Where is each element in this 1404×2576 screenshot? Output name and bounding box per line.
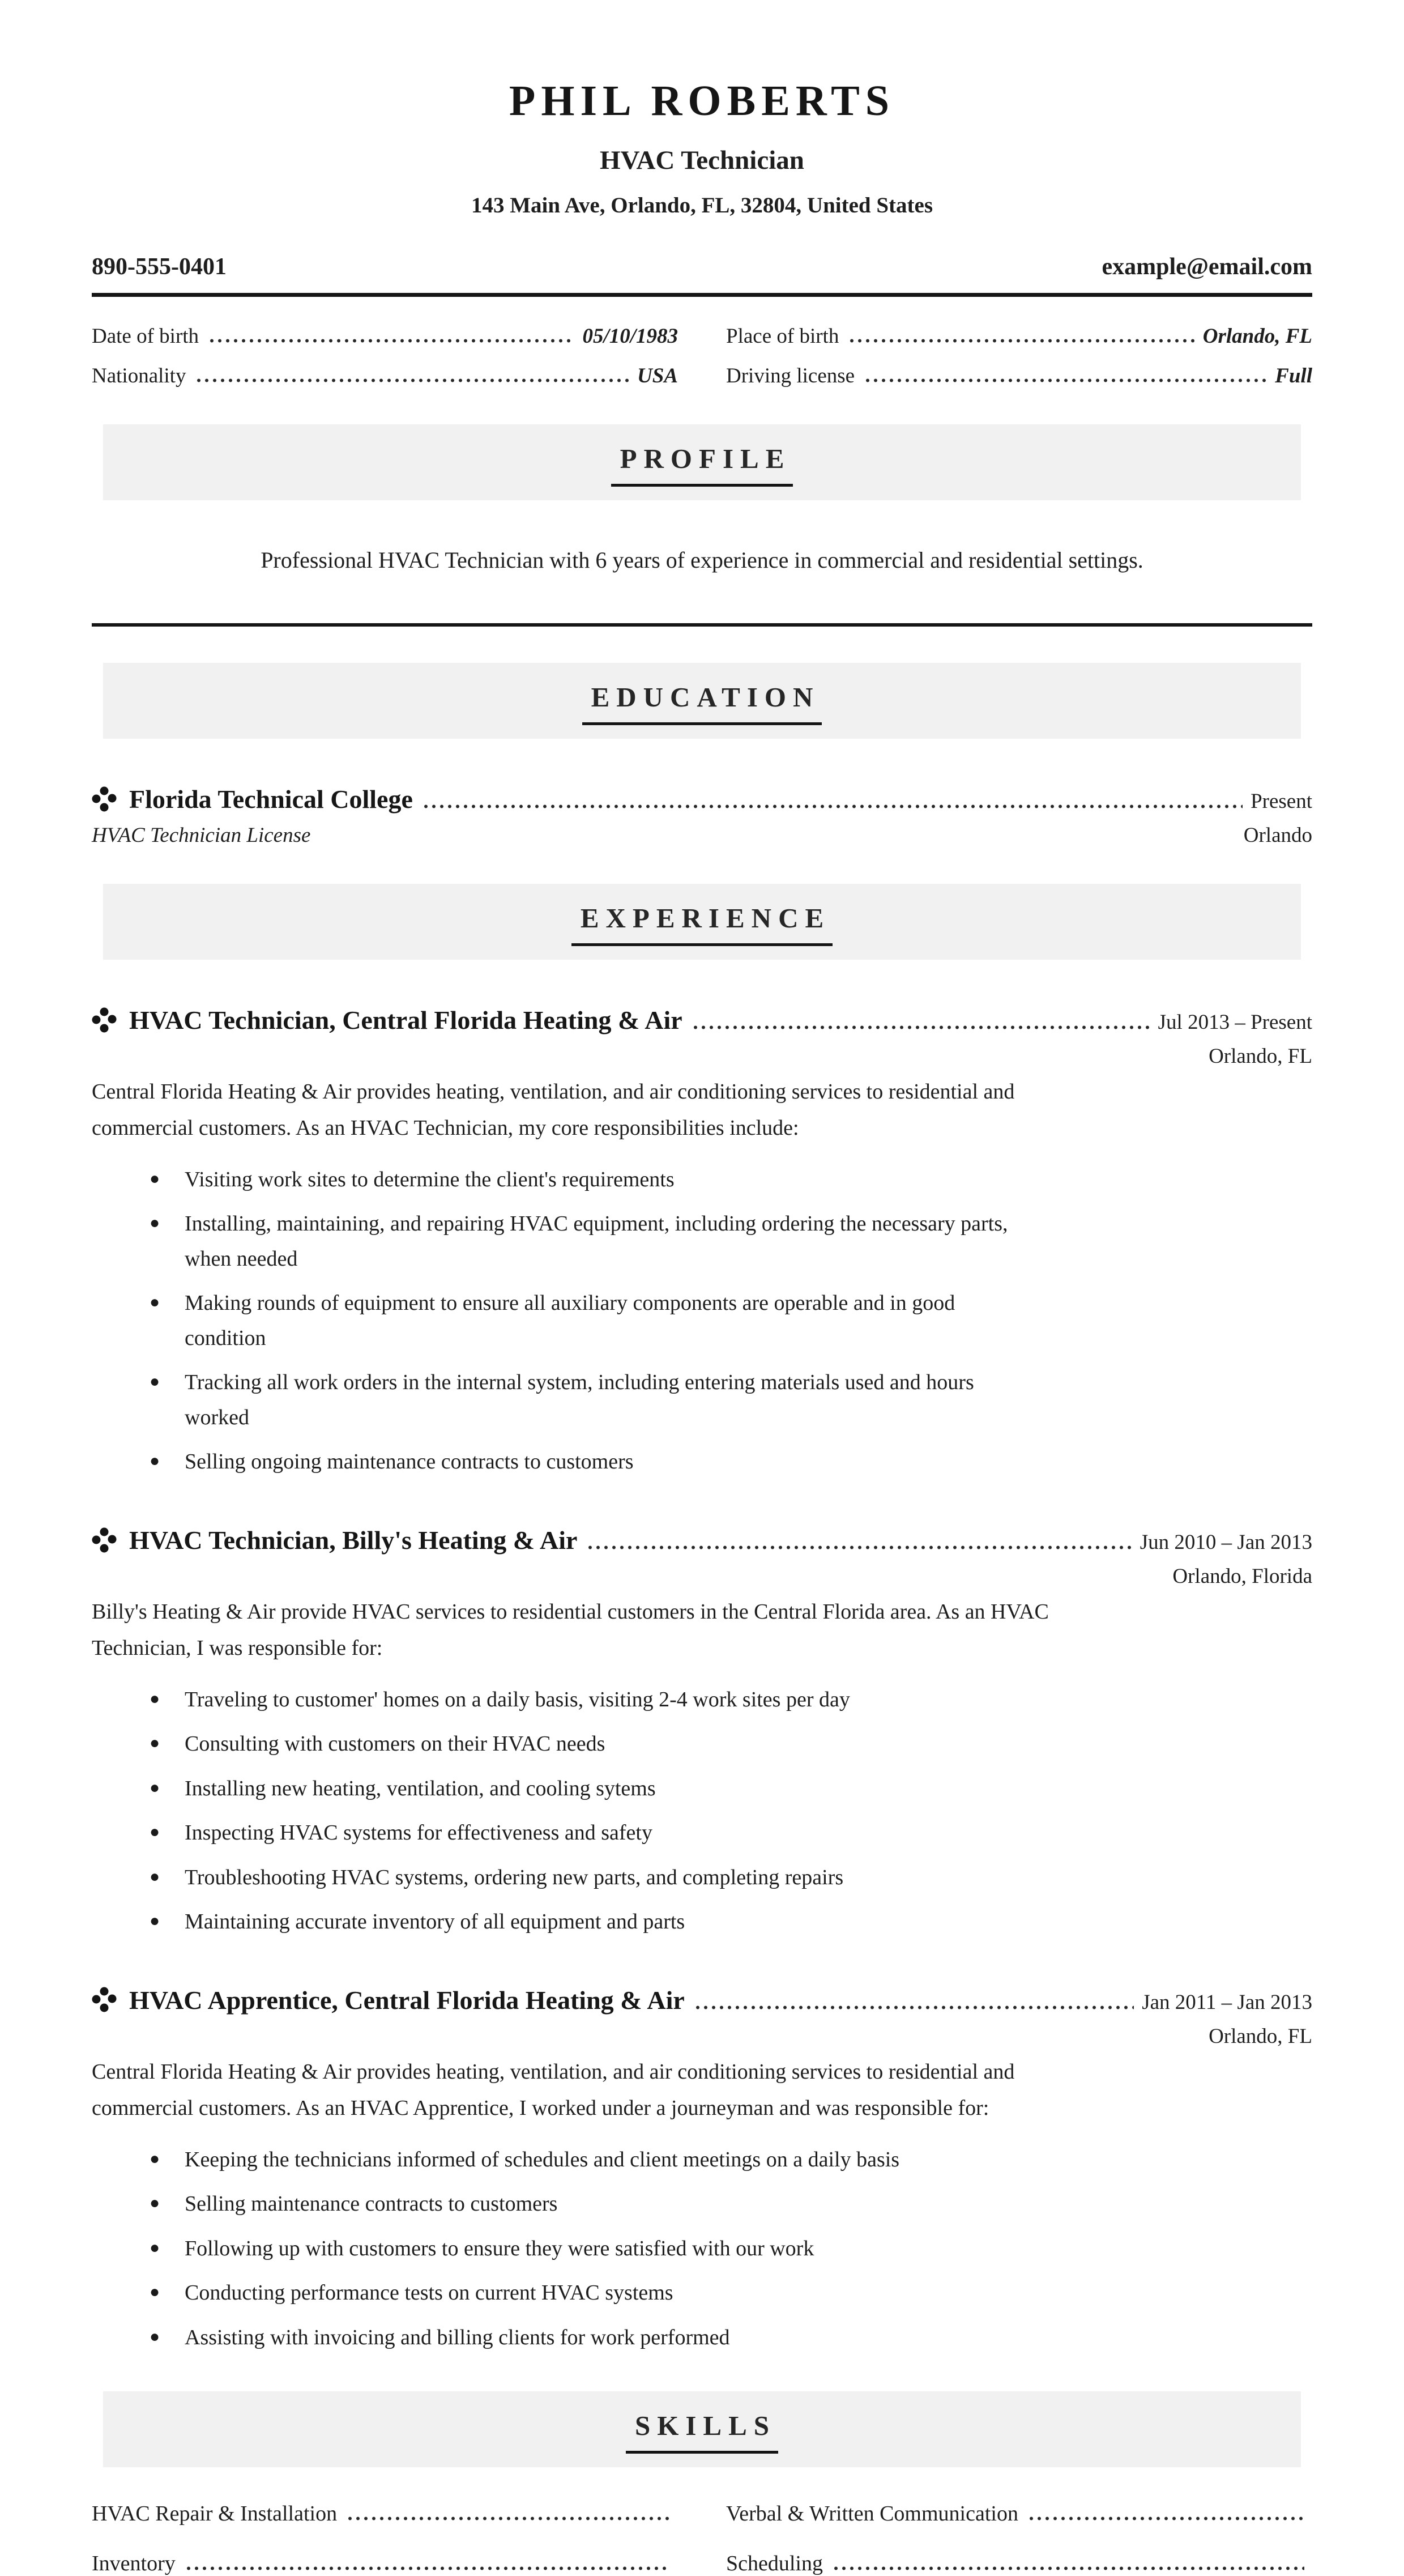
dotted-leader xyxy=(346,2501,670,2526)
dotted-leader xyxy=(864,364,1267,388)
detail-label: Driving license xyxy=(726,364,855,388)
detail-row xyxy=(92,324,678,348)
experience-entry xyxy=(92,1525,1312,1555)
job-title: HVAC Technician, Billy's Heating & Air xyxy=(129,1526,578,1555)
job-title: HVAC Apprentice, Central Florida Heating & Air xyxy=(129,1985,685,2015)
four-dots-icon xyxy=(92,1007,117,1033)
job-description: Central Florida Heating & Air provides heating, ventilation, and air conditioning services to residential and commercial customers. As an HVAC Technician, my core responsibilities include: xyxy=(92,1080,1015,1140)
skills-grid xyxy=(92,2501,1312,2576)
detail-row xyxy=(726,364,1312,388)
bullet-item: ● Consulting with customers on their HVAC needs xyxy=(148,1727,1015,1762)
email-address: example@email.com xyxy=(1102,254,1312,280)
section-profile xyxy=(103,424,1301,500)
skill-row xyxy=(726,2551,1312,2576)
skills-left-column xyxy=(92,2501,678,2576)
skill-row xyxy=(92,2501,678,2526)
dotted-leader xyxy=(832,2551,1304,2576)
detail-value: USA xyxy=(637,364,678,388)
job-title: HVAC Technician, Central Florida Heating & Air xyxy=(129,1006,682,1034)
four-dots-icon xyxy=(92,786,117,812)
skill-row xyxy=(726,2501,1312,2526)
job-bullet-list xyxy=(148,1683,1015,1940)
section-skills xyxy=(103,2391,1301,2467)
four-dots-icon xyxy=(92,1527,117,1553)
job-location: Orlando, FL xyxy=(1209,2024,1312,2048)
dotted-leader xyxy=(692,1005,1150,1035)
dotted-leader xyxy=(185,2551,670,2576)
details-right-column xyxy=(726,324,1312,388)
job-date: Jul 2013 – Present xyxy=(1158,1011,1312,1034)
education-location: Orlando xyxy=(1243,824,1312,847)
section-heading: PROFILE xyxy=(611,442,793,487)
education-subline xyxy=(92,823,1312,848)
skill-name: HVAC Repair & Installation xyxy=(92,2502,338,2526)
bullet-item: ● Making rounds of equipment to ensure all auxiliary components are operable and in good condition xyxy=(148,1286,1015,1356)
skills-right-column xyxy=(726,2501,1312,2576)
bullet-item: ● Following up with customers to ensure they were satisfied with our work xyxy=(148,2232,1015,2267)
section-heading: EDUCATION xyxy=(582,681,822,725)
dotted-leader xyxy=(422,784,1243,814)
job-bullet-list xyxy=(148,1163,1015,1480)
skill-name: Scheduling xyxy=(726,2552,823,2576)
bullet-item: ● Selling ongoing maintenance contracts to customers xyxy=(148,1445,1015,1480)
section-education xyxy=(103,663,1301,739)
bullet-item: ● Troubleshooting HVAC systems, ordering new parts, and completing repairs xyxy=(148,1860,1015,1896)
dotted-leader xyxy=(586,1525,1132,1555)
details-left-column xyxy=(92,324,678,388)
bullet-item: ● Assisting with invoicing and billing clients for work performed xyxy=(148,2320,1015,2356)
job-location: Orlando, FL xyxy=(1209,1045,1312,1068)
detail-value: 05/10/1983 xyxy=(582,325,678,348)
dotted-leader xyxy=(195,364,629,388)
section-heading: SKILLS xyxy=(626,2409,778,2454)
job-date: Jun 2010 – Jan 2013 xyxy=(1140,1531,1312,1555)
dotted-leader xyxy=(208,324,574,348)
bullet-item: ● Installing, maintaining, and repairing HVAC equipment, including ordering the necessary parts, when needed xyxy=(148,1207,1015,1276)
skill-name: Inventory xyxy=(92,2552,176,2576)
job-date: Jan 2011 – Jan 2013 xyxy=(1142,1990,1312,2014)
profile-summary: Professional HVAC Technician with 6 years of experience in commercial and residential settings. xyxy=(261,547,1143,573)
job-location: Orlando, Florida xyxy=(1172,1565,1312,1589)
header-divider xyxy=(92,293,1312,297)
skill-row xyxy=(92,2551,678,2576)
detail-label: Nationality xyxy=(92,364,186,388)
phone-number: 890-555-0401 xyxy=(92,254,227,280)
bullet-item: ● Inspecting HVAC systems for effectiveness and safety xyxy=(148,1816,1015,1851)
section-experience xyxy=(103,884,1301,960)
skill-name: Verbal & Written Communication xyxy=(726,2502,1018,2526)
bullet-item: ● Installing new heating, ventilation, and cooling sytems xyxy=(148,1772,1015,1807)
detail-label: Place of birth xyxy=(726,325,839,348)
profile-divider xyxy=(92,623,1312,627)
education-date: Present xyxy=(1251,790,1312,813)
page-title: PHIL ROBERTS xyxy=(509,77,895,125)
experience-entry xyxy=(92,1005,1312,1035)
bullet-item: ● Selling maintenance contracts to customers xyxy=(148,2187,1015,2222)
bullet-item: ● Conducting performance tests on current HVAC systems xyxy=(148,2276,1015,2311)
school-name: Florida Technical College xyxy=(129,785,413,814)
detail-value: Orlando, FL xyxy=(1202,325,1312,348)
bullet-item: ● Keeping the technicians informed of schedules and client meetings on a daily basis xyxy=(148,2143,1015,2178)
bullet-item: ● Traveling to customer' homes on a daily basis, visiting 2-4 work sites per day xyxy=(148,1683,1015,1718)
contact-row xyxy=(92,253,1312,280)
dotted-leader xyxy=(1027,2501,1304,2526)
address: 143 Main Ave, Orlando, FL, 32804, United States xyxy=(471,193,933,218)
dotted-leader xyxy=(694,1985,1134,2015)
dotted-leader xyxy=(848,324,1194,348)
job-description: Central Florida Heating & Air provides heating, ventilation, and air conditioning services to residential and commercial customers. As an HVAC Apprentice, I worked under a journeyman and was responsible for: xyxy=(92,2059,1015,2120)
job-description: Billy's Heating & Air provide HVAC services to residential customers in the Central Florida area. As an HVAC Technician, I was responsible for: xyxy=(92,1600,1049,1660)
personal-details xyxy=(92,324,1312,388)
bullet-item: ● Visiting work sites to determine the client's requirements xyxy=(148,1163,1015,1198)
education-entry xyxy=(92,784,1312,814)
detail-row xyxy=(92,364,678,388)
detail-value: Full xyxy=(1275,364,1312,388)
detail-row xyxy=(726,324,1312,348)
bullet-item: ● Tracking all work orders in the internal system, including entering materials used and hours worked xyxy=(148,1365,1015,1435)
detail-label: Date of birth xyxy=(92,325,199,348)
bullet-item: ● Maintaining accurate inventory of all equipment and parts xyxy=(148,1905,1015,1940)
section-heading: EXPERIENCE xyxy=(571,902,833,946)
experience-entry xyxy=(92,1985,1312,2015)
four-dots-icon xyxy=(92,1987,117,2013)
job-bullet-list xyxy=(148,2143,1015,2356)
job-headline: HVAC Technician xyxy=(600,146,804,175)
degree-name: HVAC Technician License xyxy=(92,824,311,847)
